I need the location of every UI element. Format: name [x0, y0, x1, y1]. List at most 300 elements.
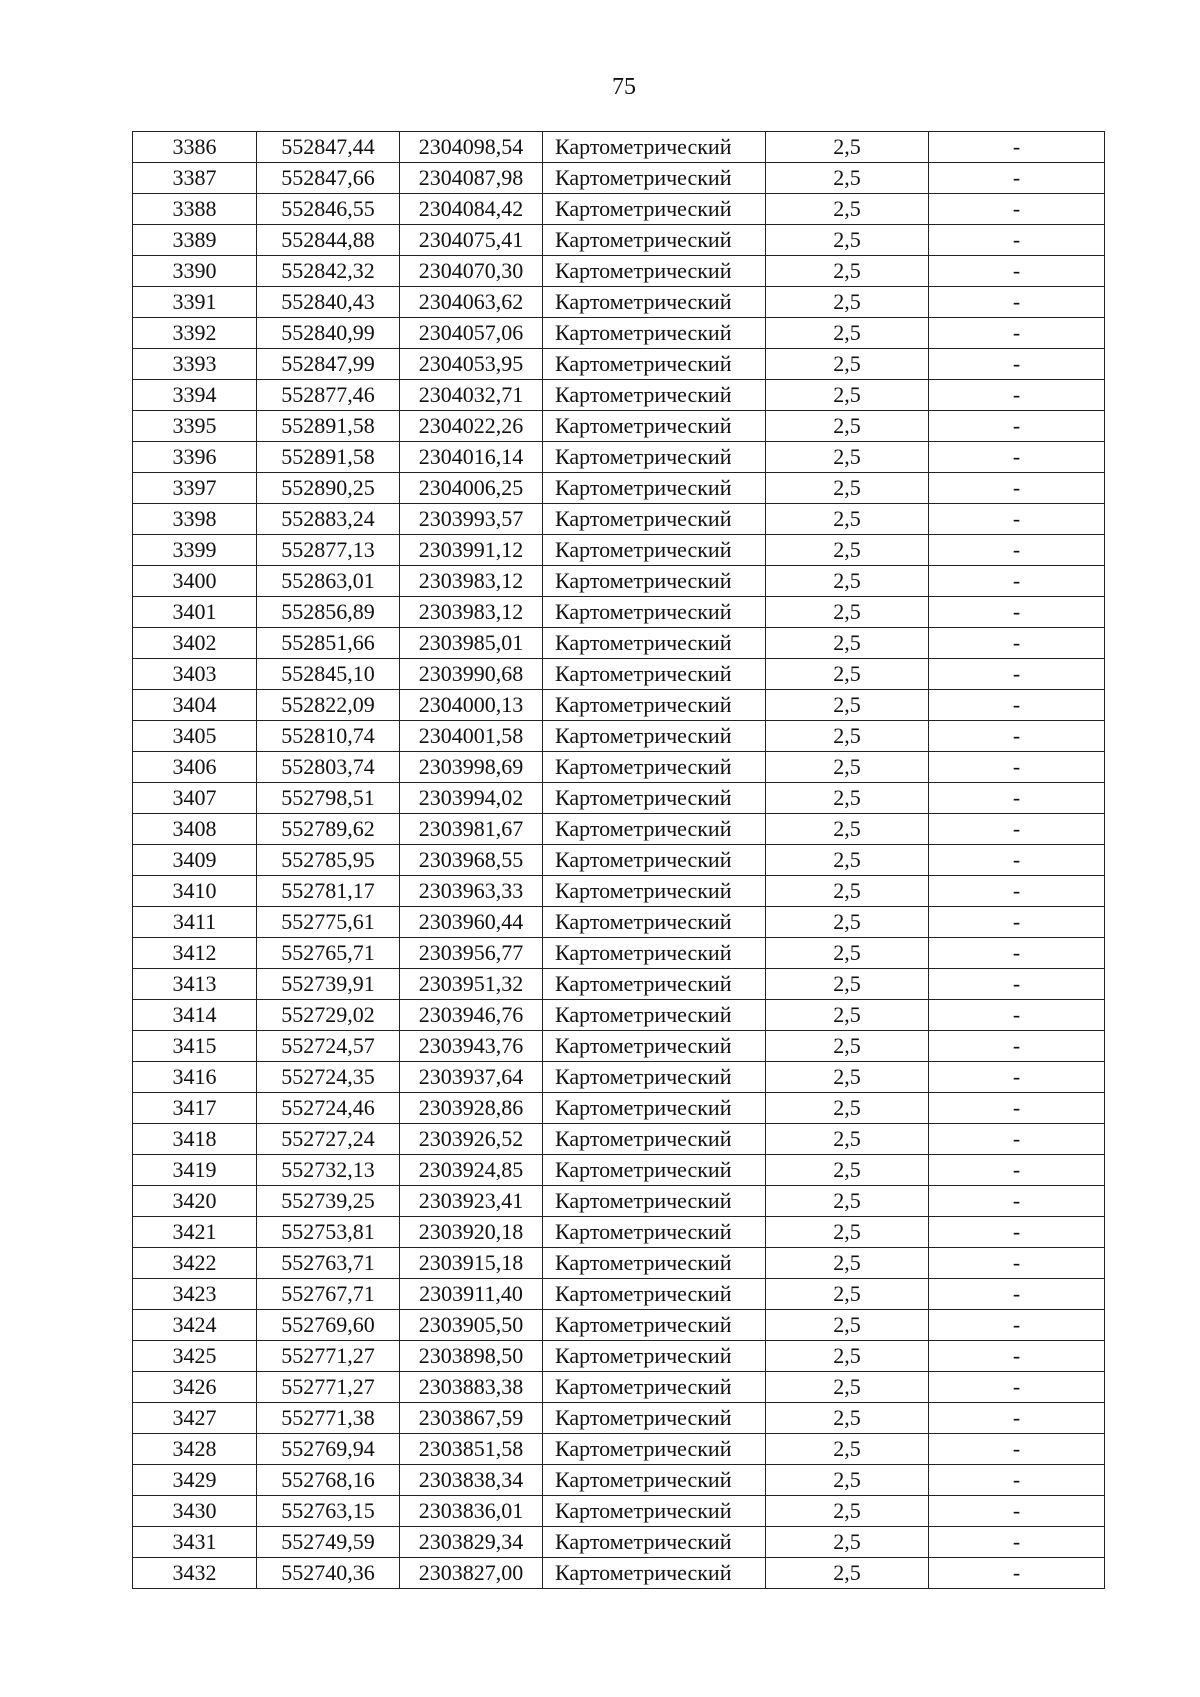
point-number-cell: 3393 [133, 349, 257, 380]
table-row [133, 1465, 1105, 1496]
y-coordinate-cell: 2304016,14 [400, 442, 543, 473]
point-number-cell: 3429 [133, 1465, 257, 1496]
x-coordinate-cell: 552763,15 [257, 1496, 400, 1527]
accuracy-cell: 2,5 [766, 1372, 929, 1403]
table-row [133, 1000, 1105, 1031]
method-cell: Картометрический [543, 442, 766, 473]
x-coordinate-cell: 552789,62 [257, 814, 400, 845]
accuracy-cell: 2,5 [766, 752, 929, 783]
method-cell: Картометрический [543, 380, 766, 411]
x-coordinate-cell: 552771,27 [257, 1341, 400, 1372]
y-coordinate-cell: 2303981,67 [400, 814, 543, 845]
point-number-cell: 3408 [133, 814, 257, 845]
point-number-cell: 3397 [133, 473, 257, 504]
method-cell: Картометрический [543, 1403, 766, 1434]
method-cell: Картометрический [543, 504, 766, 535]
y-coordinate-cell: 2303960,44 [400, 907, 543, 938]
method-cell: Картометрический [543, 1465, 766, 1496]
point-number-cell: 3416 [133, 1062, 257, 1093]
x-coordinate-cell: 552763,71 [257, 1248, 400, 1279]
point-number-cell: 3415 [133, 1031, 257, 1062]
description-cell: - [929, 1124, 1105, 1155]
x-coordinate-cell: 552739,25 [257, 1186, 400, 1217]
description-cell: - [929, 628, 1105, 659]
y-coordinate-cell: 2303829,34 [400, 1527, 543, 1558]
table-row [133, 349, 1105, 380]
y-coordinate-cell: 2303983,12 [400, 566, 543, 597]
y-coordinate-cell: 2303827,00 [400, 1558, 543, 1589]
method-cell: Картометрический [543, 318, 766, 349]
table-row [133, 1310, 1105, 1341]
description-cell: - [929, 132, 1105, 163]
accuracy-cell: 2,5 [766, 969, 929, 1000]
point-number-cell: 3389 [133, 225, 257, 256]
table-row [133, 1093, 1105, 1124]
y-coordinate-cell: 2303923,41 [400, 1186, 543, 1217]
table-row [133, 1558, 1105, 1589]
description-cell: - [929, 1031, 1105, 1062]
y-coordinate-cell: 2304006,25 [400, 473, 543, 504]
point-number-cell: 3412 [133, 938, 257, 969]
table-row [133, 1527, 1105, 1558]
table-row [133, 876, 1105, 907]
x-coordinate-cell: 552847,66 [257, 163, 400, 194]
accuracy-cell: 2,5 [766, 1558, 929, 1589]
description-cell: - [929, 1403, 1105, 1434]
x-coordinate-cell: 552724,35 [257, 1062, 400, 1093]
table-row [133, 1155, 1105, 1186]
x-coordinate-cell: 552775,61 [257, 907, 400, 938]
x-coordinate-cell: 552765,71 [257, 938, 400, 969]
y-coordinate-cell: 2303838,34 [400, 1465, 543, 1496]
method-cell: Картометрический [543, 659, 766, 690]
x-coordinate-cell: 552844,88 [257, 225, 400, 256]
point-number-cell: 3430 [133, 1496, 257, 1527]
table-row [133, 163, 1105, 194]
accuracy-cell: 2,5 [766, 1186, 929, 1217]
x-coordinate-cell: 552729,02 [257, 1000, 400, 1031]
accuracy-cell: 2,5 [766, 225, 929, 256]
description-cell: - [929, 535, 1105, 566]
method-cell: Картометрический [543, 1341, 766, 1372]
table-row [133, 473, 1105, 504]
method-cell: Картометрический [543, 349, 766, 380]
point-number-cell: 3421 [133, 1217, 257, 1248]
accuracy-cell: 2,5 [766, 194, 929, 225]
table-row [133, 1403, 1105, 1434]
point-number-cell: 3390 [133, 256, 257, 287]
x-coordinate-cell: 552810,74 [257, 721, 400, 752]
x-coordinate-cell: 552840,99 [257, 318, 400, 349]
table-row [133, 969, 1105, 1000]
accuracy-cell: 2,5 [766, 504, 929, 535]
description-cell: - [929, 287, 1105, 318]
point-number-cell: 3413 [133, 969, 257, 1000]
accuracy-cell: 2,5 [766, 318, 929, 349]
accuracy-cell: 2,5 [766, 783, 929, 814]
point-number-cell: 3399 [133, 535, 257, 566]
point-number-cell: 3431 [133, 1527, 257, 1558]
accuracy-cell: 2,5 [766, 1124, 929, 1155]
y-coordinate-cell: 2304053,95 [400, 349, 543, 380]
x-coordinate-cell: 552781,17 [257, 876, 400, 907]
y-coordinate-cell: 2303915,18 [400, 1248, 543, 1279]
description-cell: - [929, 969, 1105, 1000]
x-coordinate-cell: 552740,36 [257, 1558, 400, 1589]
accuracy-cell: 2,5 [766, 1000, 929, 1031]
point-number-cell: 3426 [133, 1372, 257, 1403]
accuracy-cell: 2,5 [766, 1341, 929, 1372]
x-coordinate-cell: 552771,27 [257, 1372, 400, 1403]
accuracy-cell: 2,5 [766, 1279, 929, 1310]
description-cell: - [929, 659, 1105, 690]
method-cell: Картометрический [543, 1372, 766, 1403]
point-number-cell: 3400 [133, 566, 257, 597]
x-coordinate-cell: 552727,24 [257, 1124, 400, 1155]
point-number-cell: 3409 [133, 845, 257, 876]
accuracy-cell: 2,5 [766, 1248, 929, 1279]
description-cell: - [929, 1186, 1105, 1217]
method-cell: Картометрический [543, 783, 766, 814]
accuracy-cell: 2,5 [766, 938, 929, 969]
accuracy-cell: 2,5 [766, 1155, 929, 1186]
point-number-cell: 3406 [133, 752, 257, 783]
y-coordinate-cell: 2303963,33 [400, 876, 543, 907]
coordinates-table-body [133, 132, 1105, 1589]
y-coordinate-cell: 2303924,85 [400, 1155, 543, 1186]
description-cell: - [929, 1062, 1105, 1093]
table-row [133, 380, 1105, 411]
accuracy-cell: 2,5 [766, 256, 929, 287]
description-cell: - [929, 1000, 1105, 1031]
table-row [133, 287, 1105, 318]
table-row [133, 721, 1105, 752]
accuracy-cell: 2,5 [766, 1434, 929, 1465]
x-coordinate-cell: 552769,60 [257, 1310, 400, 1341]
table-row [133, 132, 1105, 163]
table-row [133, 442, 1105, 473]
method-cell: Картометрический [543, 845, 766, 876]
point-number-cell: 3428 [133, 1434, 257, 1465]
table-row [133, 628, 1105, 659]
method-cell: Картометрический [543, 194, 766, 225]
method-cell: Картометрический [543, 411, 766, 442]
x-coordinate-cell: 552767,71 [257, 1279, 400, 1310]
accuracy-cell: 2,5 [766, 411, 929, 442]
x-coordinate-cell: 552847,44 [257, 132, 400, 163]
x-coordinate-cell: 552883,24 [257, 504, 400, 535]
y-coordinate-cell: 2303993,57 [400, 504, 543, 535]
x-coordinate-cell: 552769,94 [257, 1434, 400, 1465]
table-row [133, 1248, 1105, 1279]
description-cell: - [929, 1527, 1105, 1558]
accuracy-cell: 2,5 [766, 1496, 929, 1527]
table-row [133, 1496, 1105, 1527]
table-row [133, 814, 1105, 845]
description-cell: - [929, 1465, 1105, 1496]
description-cell: - [929, 442, 1105, 473]
description-cell: - [929, 690, 1105, 721]
method-cell: Картометрический [543, 969, 766, 1000]
x-coordinate-cell: 552877,46 [257, 380, 400, 411]
description-cell: - [929, 783, 1105, 814]
accuracy-cell: 2,5 [766, 132, 929, 163]
point-number-cell: 3422 [133, 1248, 257, 1279]
x-coordinate-cell: 552846,55 [257, 194, 400, 225]
x-coordinate-cell: 552753,81 [257, 1217, 400, 1248]
point-number-cell: 3423 [133, 1279, 257, 1310]
point-number-cell: 3402 [133, 628, 257, 659]
table-row [133, 225, 1105, 256]
table-row [133, 1217, 1105, 1248]
description-cell: - [929, 1279, 1105, 1310]
accuracy-cell: 2,5 [766, 1403, 929, 1434]
point-number-cell: 3419 [133, 1155, 257, 1186]
description-cell: - [929, 1248, 1105, 1279]
method-cell: Картометрический [543, 287, 766, 318]
point-number-cell: 3414 [133, 1000, 257, 1031]
description-cell: - [929, 814, 1105, 845]
method-cell: Картометрический [543, 876, 766, 907]
y-coordinate-cell: 2303951,32 [400, 969, 543, 1000]
accuracy-cell: 2,5 [766, 1310, 929, 1341]
method-cell: Картометрический [543, 566, 766, 597]
y-coordinate-cell: 2303926,52 [400, 1124, 543, 1155]
method-cell: Картометрический [543, 1062, 766, 1093]
x-coordinate-cell: 552798,51 [257, 783, 400, 814]
description-cell: - [929, 907, 1105, 938]
method-cell: Картометрический [543, 814, 766, 845]
x-coordinate-cell: 552732,13 [257, 1155, 400, 1186]
method-cell: Картометрический [543, 1124, 766, 1155]
accuracy-cell: 2,5 [766, 628, 929, 659]
x-coordinate-cell: 552891,58 [257, 442, 400, 473]
x-coordinate-cell: 552785,95 [257, 845, 400, 876]
x-coordinate-cell: 552877,13 [257, 535, 400, 566]
description-cell: - [929, 225, 1105, 256]
table-row [133, 318, 1105, 349]
x-coordinate-cell: 552842,32 [257, 256, 400, 287]
point-number-cell: 3417 [133, 1093, 257, 1124]
method-cell: Картометрический [543, 752, 766, 783]
x-coordinate-cell: 552863,01 [257, 566, 400, 597]
x-coordinate-cell: 552724,57 [257, 1031, 400, 1062]
accuracy-cell: 2,5 [766, 876, 929, 907]
point-number-cell: 3425 [133, 1341, 257, 1372]
x-coordinate-cell: 552739,91 [257, 969, 400, 1000]
description-cell: - [929, 752, 1105, 783]
description-cell: - [929, 380, 1105, 411]
y-coordinate-cell: 2304032,71 [400, 380, 543, 411]
description-cell: - [929, 1093, 1105, 1124]
y-coordinate-cell: 2303928,86 [400, 1093, 543, 1124]
y-coordinate-cell: 2304075,41 [400, 225, 543, 256]
y-coordinate-cell: 2303985,01 [400, 628, 543, 659]
y-coordinate-cell: 2303983,12 [400, 597, 543, 628]
point-number-cell: 3386 [133, 132, 257, 163]
table-row [133, 1062, 1105, 1093]
accuracy-cell: 2,5 [766, 380, 929, 411]
point-number-cell: 3388 [133, 194, 257, 225]
point-number-cell: 3427 [133, 1403, 257, 1434]
point-number-cell: 3394 [133, 380, 257, 411]
description-cell: - [929, 938, 1105, 969]
accuracy-cell: 2,5 [766, 473, 929, 504]
x-coordinate-cell: 552891,58 [257, 411, 400, 442]
y-coordinate-cell: 2303990,68 [400, 659, 543, 690]
method-cell: Картометрический [543, 1310, 766, 1341]
accuracy-cell: 2,5 [766, 287, 929, 318]
accuracy-cell: 2,5 [766, 814, 929, 845]
y-coordinate-cell: 2303937,64 [400, 1062, 543, 1093]
description-cell: - [929, 1558, 1105, 1589]
point-number-cell: 3391 [133, 287, 257, 318]
y-coordinate-cell: 2304084,42 [400, 194, 543, 225]
table-row [133, 1341, 1105, 1372]
accuracy-cell: 2,5 [766, 163, 929, 194]
method-cell: Картометрический [543, 535, 766, 566]
description-cell: - [929, 256, 1105, 287]
accuracy-cell: 2,5 [766, 1217, 929, 1248]
y-coordinate-cell: 2303911,40 [400, 1279, 543, 1310]
point-number-cell: 3432 [133, 1558, 257, 1589]
point-number-cell: 3424 [133, 1310, 257, 1341]
accuracy-cell: 2,5 [766, 1062, 929, 1093]
accuracy-cell: 2,5 [766, 1465, 929, 1496]
x-coordinate-cell: 552749,59 [257, 1527, 400, 1558]
method-cell: Картометрический [543, 597, 766, 628]
method-cell: Картометрический [543, 1031, 766, 1062]
method-cell: Картометрический [543, 256, 766, 287]
method-cell: Картометрический [543, 1217, 766, 1248]
y-coordinate-cell: 2303994,02 [400, 783, 543, 814]
description-cell: - [929, 876, 1105, 907]
y-coordinate-cell: 2303998,69 [400, 752, 543, 783]
method-cell: Картометрический [543, 1558, 766, 1589]
description-cell: - [929, 1372, 1105, 1403]
table-row [133, 752, 1105, 783]
x-coordinate-cell: 552856,89 [257, 597, 400, 628]
x-coordinate-cell: 552890,25 [257, 473, 400, 504]
description-cell: - [929, 349, 1105, 380]
table-row [133, 535, 1105, 566]
table-row [133, 845, 1105, 876]
description-cell: - [929, 411, 1105, 442]
table-row [133, 504, 1105, 535]
y-coordinate-cell: 2303898,50 [400, 1341, 543, 1372]
method-cell: Картометрический [543, 721, 766, 752]
point-number-cell: 3407 [133, 783, 257, 814]
x-coordinate-cell: 552851,66 [257, 628, 400, 659]
accuracy-cell: 2,5 [766, 659, 929, 690]
method-cell: Картометрический [543, 1279, 766, 1310]
y-coordinate-cell: 2304000,13 [400, 690, 543, 721]
accuracy-cell: 2,5 [766, 721, 929, 752]
method-cell: Картометрический [543, 1496, 766, 1527]
y-coordinate-cell: 2303905,50 [400, 1310, 543, 1341]
y-coordinate-cell: 2303883,38 [400, 1372, 543, 1403]
y-coordinate-cell: 2304070,30 [400, 256, 543, 287]
table-row [133, 256, 1105, 287]
point-number-cell: 3401 [133, 597, 257, 628]
table-row [133, 1124, 1105, 1155]
point-number-cell: 3395 [133, 411, 257, 442]
x-coordinate-cell: 552768,16 [257, 1465, 400, 1496]
table-row [133, 411, 1105, 442]
method-cell: Картометрический [543, 1527, 766, 1558]
method-cell: Картометрический [543, 1186, 766, 1217]
table-row [133, 597, 1105, 628]
point-number-cell: 3405 [133, 721, 257, 752]
accuracy-cell: 2,5 [766, 349, 929, 380]
page-number: 75 [612, 74, 636, 100]
point-number-cell: 3420 [133, 1186, 257, 1217]
method-cell: Картометрический [543, 907, 766, 938]
point-number-cell: 3387 [133, 163, 257, 194]
method-cell: Картометрический [543, 225, 766, 256]
method-cell: Картометрический [543, 132, 766, 163]
y-coordinate-cell: 2303836,01 [400, 1496, 543, 1527]
table-row [133, 194, 1105, 225]
description-cell: - [929, 721, 1105, 752]
accuracy-cell: 2,5 [766, 1093, 929, 1124]
description-cell: - [929, 1155, 1105, 1186]
accuracy-cell: 2,5 [766, 535, 929, 566]
method-cell: Картометрический [543, 628, 766, 659]
method-cell: Картометрический [543, 473, 766, 504]
table-row [133, 690, 1105, 721]
point-number-cell: 3404 [133, 690, 257, 721]
y-coordinate-cell: 2304057,06 [400, 318, 543, 349]
y-coordinate-cell: 2303851,58 [400, 1434, 543, 1465]
y-coordinate-cell: 2304001,58 [400, 721, 543, 752]
table-row [133, 1372, 1105, 1403]
point-number-cell: 3398 [133, 504, 257, 535]
point-number-cell: 3410 [133, 876, 257, 907]
y-coordinate-cell: 2303920,18 [400, 1217, 543, 1248]
y-coordinate-cell: 2303867,59 [400, 1403, 543, 1434]
y-coordinate-cell: 2303943,76 [400, 1031, 543, 1062]
description-cell: - [929, 1310, 1105, 1341]
description-cell: - [929, 566, 1105, 597]
table-row [133, 1186, 1105, 1217]
description-cell: - [929, 1434, 1105, 1465]
coordinates-table [132, 131, 1105, 1589]
table-row [133, 659, 1105, 690]
accuracy-cell: 2,5 [766, 566, 929, 597]
accuracy-cell: 2,5 [766, 442, 929, 473]
y-coordinate-cell: 2303946,76 [400, 1000, 543, 1031]
method-cell: Картометрический [543, 1248, 766, 1279]
table-row [133, 566, 1105, 597]
x-coordinate-cell: 552724,46 [257, 1093, 400, 1124]
description-cell: - [929, 845, 1105, 876]
accuracy-cell: 2,5 [766, 690, 929, 721]
x-coordinate-cell: 552847,99 [257, 349, 400, 380]
y-coordinate-cell: 2304022,26 [400, 411, 543, 442]
y-coordinate-cell: 2303968,55 [400, 845, 543, 876]
y-coordinate-cell: 2304098,54 [400, 132, 543, 163]
method-cell: Картометрический [543, 690, 766, 721]
accuracy-cell: 2,5 [766, 907, 929, 938]
point-number-cell: 3396 [133, 442, 257, 473]
table-row [133, 938, 1105, 969]
table-row [133, 783, 1105, 814]
method-cell: Картометрический [543, 1000, 766, 1031]
description-cell: - [929, 504, 1105, 535]
x-coordinate-cell: 552771,38 [257, 1403, 400, 1434]
description-cell: - [929, 1217, 1105, 1248]
